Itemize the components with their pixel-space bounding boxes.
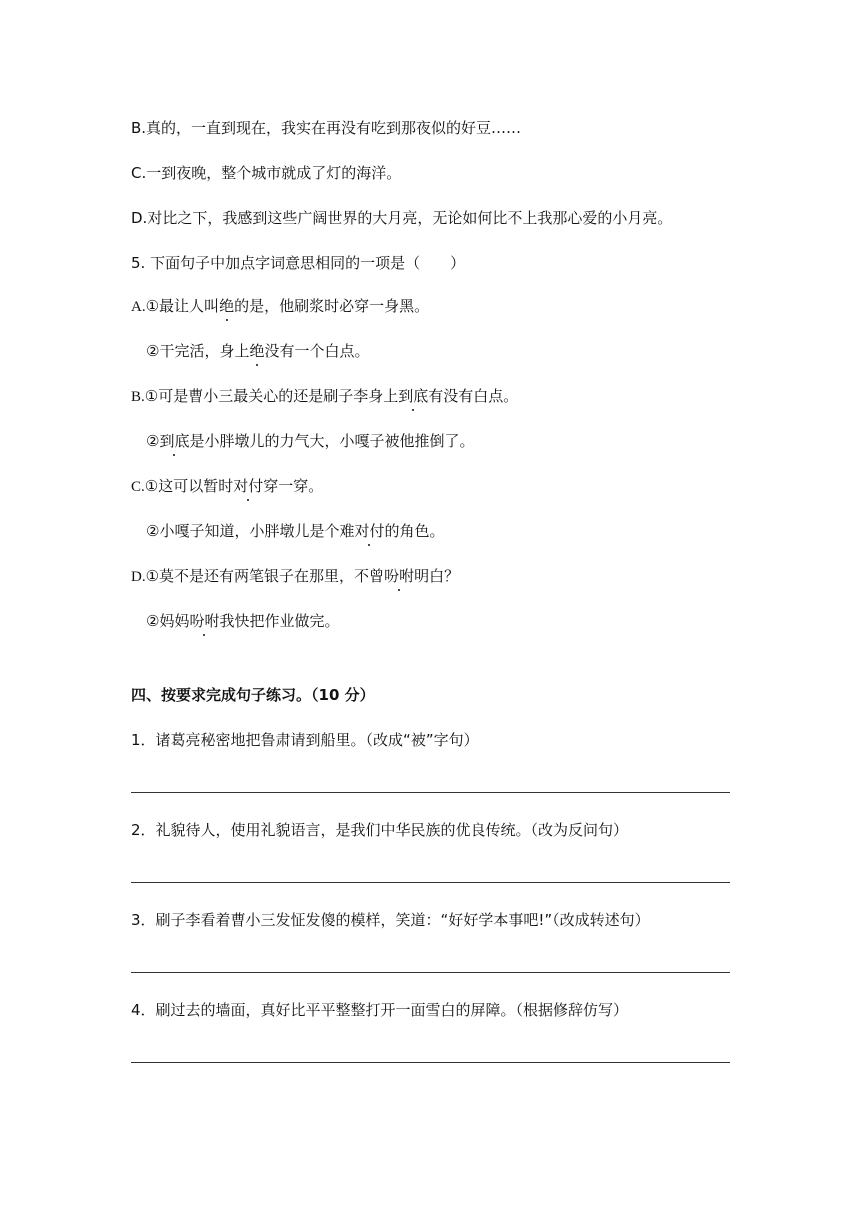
option-b-prev: B.真的，一直到现在，我实在再没有吃到那夜似的好豆…… bbox=[131, 119, 522, 137]
sentence-marker: ② bbox=[146, 522, 160, 540]
dotted-word: 到底 bbox=[398, 387, 429, 405]
dotted-word: 到底 bbox=[159, 432, 190, 450]
question-5-stem: 5. 下面句子中加点字词意思相同的一项是（ ） bbox=[131, 254, 466, 272]
sentence-text: 最让人叫 bbox=[159, 297, 220, 315]
sentence-text: 干完活，身上 bbox=[159, 342, 250, 360]
option-letter: A. bbox=[131, 299, 146, 315]
option-letter: B. bbox=[131, 389, 145, 405]
q5-option-b-sentence-1 bbox=[131, 386, 518, 407]
sentence-text: 的是，他刷浆时必穿一身黑。 bbox=[234, 297, 430, 315]
section-4-heading: 四、按要求完成句子练习。（10 分） bbox=[131, 686, 375, 704]
section-4-question-1: 1．诸葛亮秘密地把鲁肃请到船里。（改成“被”字句） bbox=[131, 731, 479, 749]
sentence-text: 妈妈 bbox=[159, 612, 190, 630]
section-4-question-3: 3．刷子李看着曹小三发怔发傻的模样，笑道：“好好学本事吧!”（改成转述句） bbox=[131, 911, 650, 929]
dotted-word: 吩咐 bbox=[189, 612, 220, 630]
sentence-text: 没有一个白点。 bbox=[264, 342, 370, 360]
q5-option-d-sentence-2 bbox=[146, 611, 340, 631]
sentence-marker: ① bbox=[145, 567, 160, 585]
section-4-question-2: 2．礼貌待人，使用礼貌语言，是我们中华民族的优良传统。（改为反问句） bbox=[131, 821, 629, 839]
answer-line-4[interactable] bbox=[131, 1062, 730, 1063]
sentence-text: 莫不是还有两笔银子在那里，不曾 bbox=[159, 567, 385, 585]
dotted-word: 对付 bbox=[354, 522, 385, 540]
dotted-word: 对付 bbox=[233, 477, 264, 495]
sentence-marker: ① bbox=[144, 477, 159, 495]
answer-line-3[interactable] bbox=[131, 972, 730, 973]
dotted-word: 绝 bbox=[249, 342, 265, 360]
dotted-word: 吩咐 bbox=[384, 567, 415, 585]
option-d-prev: D.对比之下，我感到这些广阔世界的大月亮，无论如何比不上我那心爱的小月亮。 bbox=[131, 209, 673, 227]
answer-line-1[interactable] bbox=[131, 792, 730, 793]
sentence-marker: ① bbox=[145, 297, 160, 315]
sentence-text: 小嘎子知道，小胖墩儿是个难 bbox=[159, 522, 355, 540]
sentence-text: 是小胖墩儿的力气大，小嘎子被他推倒了。 bbox=[189, 432, 475, 450]
sentence-marker: ② bbox=[146, 612, 160, 630]
sentence-text: 可是曹小三最关心的还是刷子李身上 bbox=[158, 387, 399, 405]
q5-option-c-sentence-2 bbox=[146, 521, 445, 541]
sentence-text: 有没有白点。 bbox=[428, 387, 519, 405]
sentence-text: 穿一穿。 bbox=[263, 477, 324, 495]
sentence-marker: ① bbox=[144, 387, 159, 405]
sentence-text: 我快把作业做完。 bbox=[219, 612, 340, 630]
sentence-text: 明白？ bbox=[414, 567, 460, 585]
q5-option-b-sentence-2 bbox=[146, 431, 474, 451]
option-letter: D. bbox=[131, 569, 146, 585]
q5-option-a-sentence-2 bbox=[146, 341, 370, 361]
sentence-text: 的角色。 bbox=[384, 522, 445, 540]
sentence-marker: ② bbox=[146, 342, 160, 360]
section-4-question-4: 4．刷过去的墙面，真好比平平整整打开一面雪白的屏障。（根据修辞仿写） bbox=[131, 1001, 629, 1019]
option-c-prev: C.一到夜晚，整个城市就成了灯的海洋。 bbox=[131, 164, 402, 182]
dotted-word: 绝 bbox=[219, 297, 235, 315]
answer-line-2[interactable] bbox=[131, 882, 730, 883]
sentence-marker: ② bbox=[146, 432, 160, 450]
option-letter: C. bbox=[131, 479, 145, 495]
q5-option-d-sentence-1 bbox=[131, 566, 459, 587]
sentence-text: 这可以暂时 bbox=[158, 477, 234, 495]
q5-option-a-sentence-1 bbox=[131, 296, 429, 317]
q5-option-c-sentence-1 bbox=[131, 476, 323, 497]
